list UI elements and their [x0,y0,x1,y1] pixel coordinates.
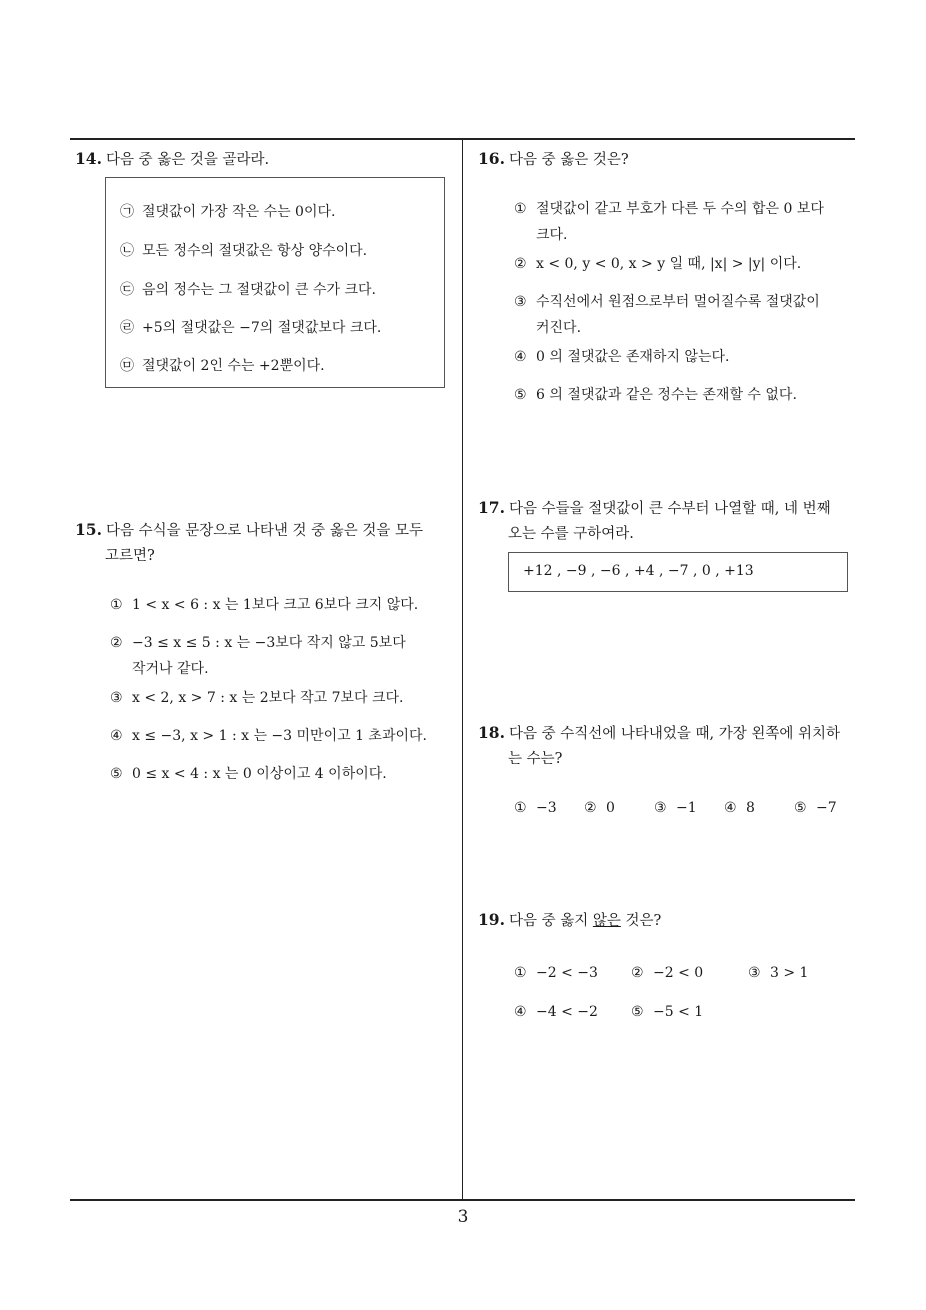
statement-box [105,177,445,388]
statement-item: ㉡ 모든 정수의 절댓값은 항상 양수이다. [120,243,368,259]
option-1[interactable]: ① −3 [514,800,557,816]
question-18 [478,720,840,747]
question-15-stem-line2: 고르면? [105,548,155,564]
option-5[interactable]: ⑤ 0 ≤ x < 4 : x 는 0 이상이고 4 이하이다. [110,766,387,782]
option-4[interactable]: ④ −4 < −2 [514,1004,598,1020]
question-stem-line1: 다음 수식을 문장으로 나타낸 것 중 옳은 것을 모두 [105,523,423,539]
option-3[interactable]: ③ x < 2, x > 7 : x 는 2보다 작고 7보다 크다. [110,690,404,706]
question-number: 16. [478,149,505,168]
question-17-stem-line2: 오는 수를 구하여라. [508,526,634,542]
question-stem-post: 것은? [620,913,662,929]
option-5[interactable]: ⑤ −5 < 1 [631,1004,704,1020]
option-2[interactable]: ② −3 ≤ x ≤ 5 : x 는 −3보다 작지 않고 5보다 작거나 같다. [110,635,406,677]
question-16 [478,146,629,173]
option-3[interactable]: ③ 수직선에서 원점으로부터 멀어질수록 절댓값이 커진다. [514,294,820,336]
question-number: 15. [75,520,102,539]
option-5[interactable]: ⑤ 6 의 절댓값과 같은 정수는 존재할 수 없다. [514,387,797,403]
option-4[interactable]: ④ 8 [724,800,755,816]
option-2[interactable]: ② x < 0, y < 0, x > y 일 때, |x| > |y| 이다. [514,256,802,272]
question-stem: 다음 중 옳은 것은? [508,152,629,168]
statement-item: ㉤ 절댓값이 2인 수는 +2뿐이다. [120,358,325,374]
option-2[interactable]: ② 0 [584,800,615,816]
number-sequence: +12 , −9 , −6 , +4 , −7 , 0 , +13 [523,563,754,579]
option-1[interactable]: ① 절댓값이 같고 부호가 다른 두 수의 합은 0 보다 크다. [514,201,824,243]
question-18-stem-line2: 는 수는? [508,751,563,767]
question-stem-emphasis: 않은 [592,913,621,929]
statement-item: ㉢ 음의 정수는 그 절댓값이 큰 수가 크다. [120,282,377,298]
option-1[interactable]: ① −2 < −3 [514,965,598,981]
question-stem-line1: 다음 수들을 절댓값이 큰 수부터 나열할 때, 네 번째 [508,501,831,517]
option-4[interactable]: ④ 0 의 절댓값은 존재하지 않는다. [514,349,730,365]
question-17 [478,495,831,522]
column-divider [462,139,463,1200]
question-stem-line1: 다음 중 수직선에 나타내었을 때, 가장 왼쪽에 위치하 [508,726,840,742]
number-sequence-box [508,552,848,592]
question-number: 17. [478,498,505,517]
question-number: 14. [75,149,102,168]
option-1[interactable]: ① 1 < x < 6 : x 는 1보다 크고 6보다 크지 않다. [110,597,419,613]
statement-item: ㉠ 절댓값이 가장 작은 수는 0이다. [120,204,336,220]
bottom-rule [70,1199,855,1201]
question-stem-pre: 다음 중 옳지 [508,913,593,929]
option-3[interactable]: ③ −1 [654,800,697,816]
option-2[interactable]: ② −2 < 0 [631,965,704,981]
question-number: 19. [478,910,505,929]
question-stem: 다음 중 옳은 것을 골라라. [105,152,270,168]
option-5[interactable]: ⑤ −7 [794,800,837,816]
statement-item: ㉣ +5의 절댓값은 −7의 절댓값보다 크다. [120,320,382,336]
option-3[interactable]: ③ 3 > 1 [748,965,809,981]
option-4[interactable]: ④ x ≤ −3, x > 1 : x 는 −3 미만이고 1 초과이다. [110,728,427,744]
page-number: 3 [457,1207,469,1227]
question-15 [75,517,423,544]
question-number: 18. [478,723,505,742]
question-14 [75,146,269,173]
question-19 [478,907,661,934]
